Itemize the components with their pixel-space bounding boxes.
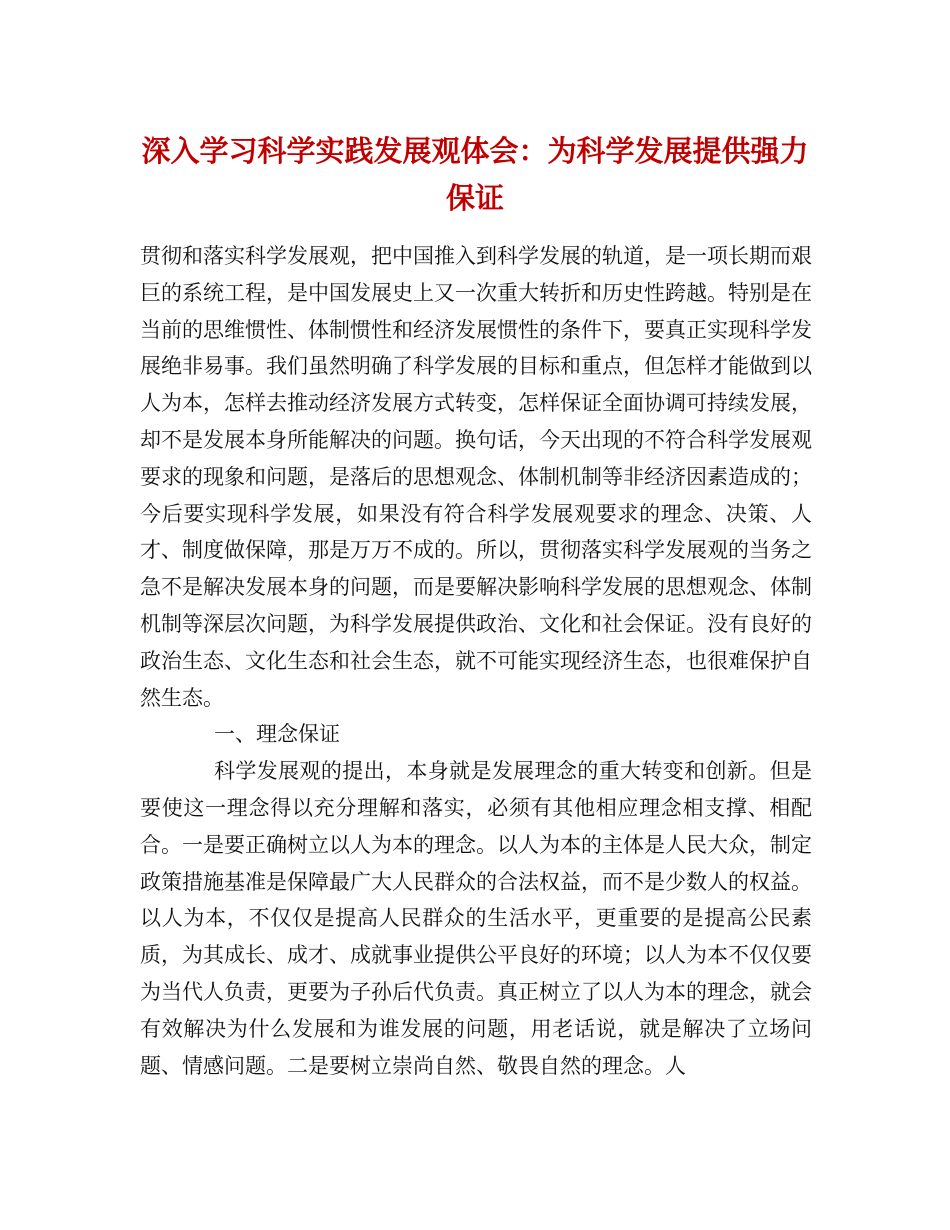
paragraph-concept: 科学发展观的提出，本身就是发展理念的重大转变和创新。但是要使这一理念得以充分理解和落实，必须有其他相应理念相支撑、相配合。一是要正确树立以人为本的理念。以人为本的主体是人民大众，制定政策措施基准是保障最广大人民群众的合法权益，而不是少数人的权益。以人为本，不仅仅是提高人民群众的生活水平，更重要的是提高公民素质，为其成长、成才、成就事业提供公平良好的环境；以人为本不仅仅要为当代人负责，更要为子孙后代负责。真正树立了以人为本的理念，就会有效解决为什么发展和为谁发展的问题，用老话说，就是解决了立场问题、情感问题。二是要树立崇尚自然、敬畏自然的理念。人 [140, 759, 812, 1078]
document-body [140, 238, 812, 1084]
section-heading-concept: 一、理念保证 [214, 722, 340, 747]
paragraph-intro: 贯彻和落实科学发展观，把中国推入到科学发展的轨道，是一项长期而艰巨的系统工程，是中国发展史上又一次重大转折和历史性跨越。特别是在当前的思维惯性、体制惯性和经济发展惯性的条件下，要真正实现科学发展绝非易事。我们虽然明确了科学发展的目标和重点，但怎样才能做到以人为本，怎样去推动经济发展方式转变，怎样保证全面协调可持续发展，却不是发展本身所能解决的问题。换句话，今天出现的不符合科学发展观要求的现象和问题，是落后的思想观念、体制机制等非经济因素造成的；今后要实现科学发展，如果没有符合科学发展观要求的理念、决策、人才、制度做保障，那是万万不成的。所以，贯彻落实科学发展观的当务之急不是解决发展本身的问题，而是要解决影响科学发展的思想观念、体制机制等深层次问题，为科学发展提供政治、文化和社会保证。没有良好的政治生态、文化生态和社会生态，就不可能实现经济生态，也很难保护自然生态。 [140, 244, 812, 710]
document-title: 深入学习科学实践发展观体会：为科学发展提供强力保证 [141, 134, 809, 215]
